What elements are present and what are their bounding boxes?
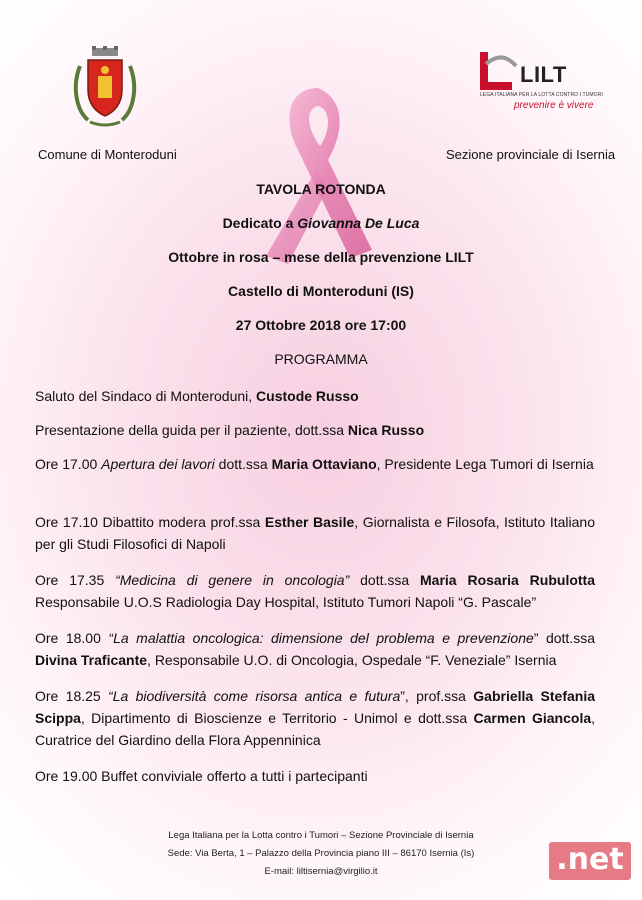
time: Ore 17.35: [35, 572, 116, 588]
municipal-crest-icon: [70, 46, 140, 128]
program-item-3: [35, 453, 595, 475]
speaker-name: Esther Basile: [264, 514, 355, 530]
text: Presentazione della guida per il paziente, dott.ssa: [35, 422, 348, 438]
event-theme: Ottobre in rosa – mese della prevenzione LILT: [168, 249, 474, 265]
dedication: [0, 215, 642, 231]
talk-title: Apertura dei lavori: [101, 456, 215, 472]
event-datetime: 27 Ottobre 2018 ore 17:00: [235, 317, 407, 333]
program-item-7: [35, 685, 595, 751]
text: Saluto del Sindaco di Monteroduni,: [35, 388, 257, 404]
program-heading: PROGRAMMA: [274, 351, 368, 367]
event-type: TAVOLA ROTONDA: [256, 181, 386, 197]
speaker-name: Maria Rosaria Rubulotta: [420, 572, 595, 588]
speaker-name: Carmen Giancola: [473, 710, 592, 726]
time: Ore 18.25: [35, 688, 109, 704]
speaker-name: Maria Ottaviano: [271, 456, 377, 472]
text: Responsabile U.O.S Radiologia Day Hospital, Istituto Tumori Napoli “G. Pascale”: [35, 594, 537, 610]
text: dott.ssa: [349, 572, 421, 588]
speaker-name: Divina Traficante: [35, 652, 148, 668]
program-item-8: Ore 19.00 Buffet conviviale offerto a tutti i partecipanti: [35, 768, 368, 784]
talk-title: “La malattia oncologica: dimensione del problema e prevenzione: [108, 630, 534, 646]
lilt-slogan: prevenire è vivere: [514, 100, 594, 111]
text: Ore 17.10 Dibattito modera prof.ssa: [35, 514, 265, 530]
talk-title: “La biodiversità come risorsa antica e futura: [108, 688, 401, 704]
program-item-2: [35, 419, 595, 441]
speaker-name: Gabriella Stefania Scippa: [35, 688, 595, 726]
event-venue: Castello di Monteroduni (IS): [228, 283, 414, 299]
text: , Curatrice del Giardino della Flora Appenninica: [35, 710, 596, 748]
program-item-6: [35, 627, 595, 671]
text: , Giornalista e Filosofa, Istituto Italiano per gli Studi Filosofici di Napoli: [35, 514, 595, 552]
footer-email: E-mail: liltisernia@virgilio.it: [264, 866, 378, 877]
lilt-subtitle: LEGA ITALIANA PER LA LOTTA CONTRO I TUMORI: [480, 92, 603, 98]
footer-address: Sede: Via Berta, 1 – Palazzo della Provincia piano III – 86170 Isernia (Is): [167, 848, 475, 859]
municipality-label: Comune di Monteroduni: [38, 147, 177, 162]
program-item-1: [35, 385, 595, 407]
program-item-5: [35, 569, 595, 613]
time: Ore 18.00: [35, 630, 109, 646]
site-watermark: .net: [549, 842, 631, 880]
section-label: Sezione provinciale di Isernia: [446, 147, 616, 162]
talk-title: “Medicina di genere in oncologia”: [115, 572, 350, 588]
dedication-prefix: Dedicato a: [222, 215, 294, 231]
text: , Dipartimento di Bioscienze e Territorio - Unimol e dott.ssa: [80, 710, 474, 726]
pink-ribbon-icon: [258, 80, 378, 265]
speaker-name: Nica Russo: [347, 422, 425, 438]
dedication-name: Giovanna De Luca: [297, 215, 420, 231]
speaker-name: Custode Russo: [256, 388, 359, 404]
time: Ore 17.00: [35, 456, 102, 472]
lilt-wordmark: LILT: [520, 62, 567, 87]
footer-organization: Lega Italiana per la Lotta contro i Tumori – Sezione Provinciale di Isernia: [168, 830, 474, 841]
text: ”, prof.ssa: [400, 688, 474, 704]
text: ” dott.ssa: [533, 630, 595, 646]
text: , Responsabile U.O. di Oncologia, Ospedale “F. Veneziale” Isernia: [147, 652, 557, 668]
text: , Presidente Lega Tumori di Isernia: [376, 456, 594, 472]
program-item-4: [35, 511, 595, 555]
text: dott.ssa: [214, 456, 272, 472]
